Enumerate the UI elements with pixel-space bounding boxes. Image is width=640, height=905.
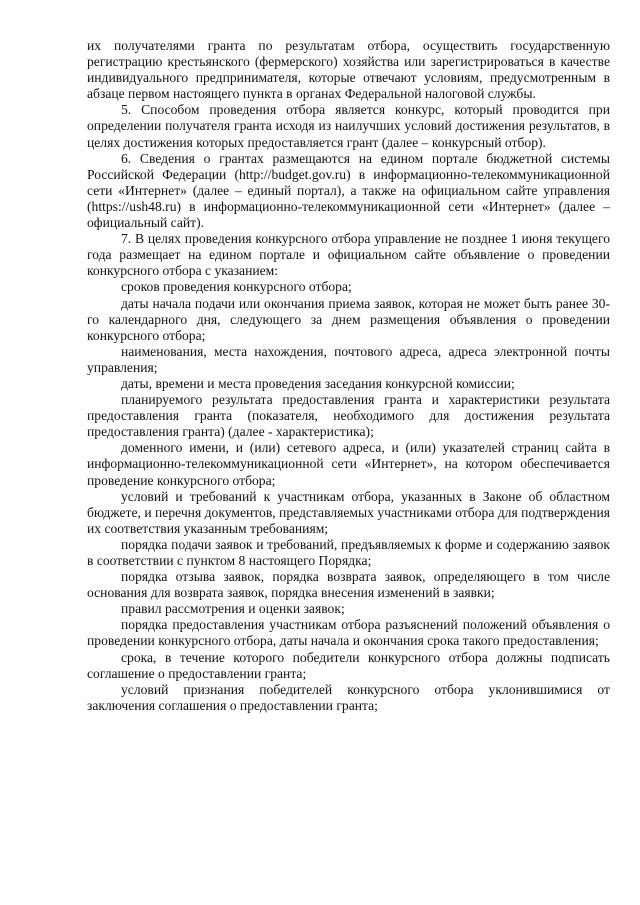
paragraph-5: 5. Способом проведения отбора является конкурс, который проводится при определении получателя гранта исходя из наилучших условий достижения результатов, в целях достижения которых предоставляется грант (далее – конкурсный отбор). — [87, 102, 610, 150]
list-item: сроков проведения конкурсного отбора; — [121, 279, 352, 295]
list-item: наименования, места нахождения, почтового адреса, адреса электронной почты управления; — [87, 343, 610, 375]
list-item: даты, времени и места проведения заседания конкурсной комиссии; — [121, 375, 515, 391]
list-item: условий признания победителей конкурсного отбора уклонившимися от заключения соглашения о предоставлении гранта; — [87, 681, 610, 713]
list-item: условий и требований к участникам отбора, указанных в Законе об областном бюджете, и перечня документов, представляемых участниками отбора для подтверждения их соответствия указанным требованиям; — [87, 488, 610, 536]
document-page — [87, 38, 610, 714]
list-item: порядка предоставления участникам отбора разъяснений положений объявления о проведении конкурсного отбора, даты начала и окончания срока такого предоставления; — [87, 617, 610, 649]
list-item: порядка отзыва заявок, порядка возврата заявок, определяющего в том числе основания для возврата заявок, порядка внесения изменений в заявки; — [87, 569, 610, 601]
paragraph-7: 7. В целях проведения конкурсного отбора управление не позднее 1 июня текущего года размещает на едином портале и официальном сайте объявление о проведении конкурсного отбора с указанием: — [87, 231, 610, 279]
list-item: доменного имени, и (или) сетевого адреса, и (или) указателей страниц сайта в информационно-телекоммуникационной сети «Интернет», на котором обеспечивается проведение конкурсного отбора; — [87, 440, 610, 488]
list-item: правил рассмотрения и оценки заявок; — [121, 601, 345, 617]
list-item: планируемого результата предоставления гранта и характеристики результата предоставления гранта (показателя, необходимого для достижения результата предоставления гранта) (далее - характеристика); — [87, 392, 610, 440]
paragraph-1: их получателями гранта по результатам отбора, осуществить государственную регистрацию крестьянского (фермерского) хозяйства или зарегистрироваться в качестве индивидуального предпринимателя, которые отвечают условиям, предусмотренным в абзаце первом настоящего пункта в органах Федеральной налоговой службы. — [87, 38, 610, 102]
list-item: порядка подачи заявок и требований, предъявляемых к форме и содержанию заявок в соответствии с пунктом 8 настоящего Порядка; — [87, 536, 610, 568]
list-item: срока, в течение которого победители конкурсного отбора должны подписать соглашение о предоставлении гранта; — [87, 649, 610, 681]
paragraph-6: 6. Сведения о грантах размещаются на едином портале бюджетной системы Российской Федерации (http://budget.gov.ru) в информационно-телекоммуникационной сети «Интернет» (далее – единый портал), а также на официальном сайте управления (https://ush48.ru) в информационно-телекоммуникационной сети «Интернет» (далее – официальный сайт). — [87, 150, 610, 231]
list-item: даты начала подачи или окончания приема заявок, которая не может быть ранее 30-го календарного дня, следующего за днем размещения объявления о проведении конкурсного отбора; — [87, 295, 610, 343]
